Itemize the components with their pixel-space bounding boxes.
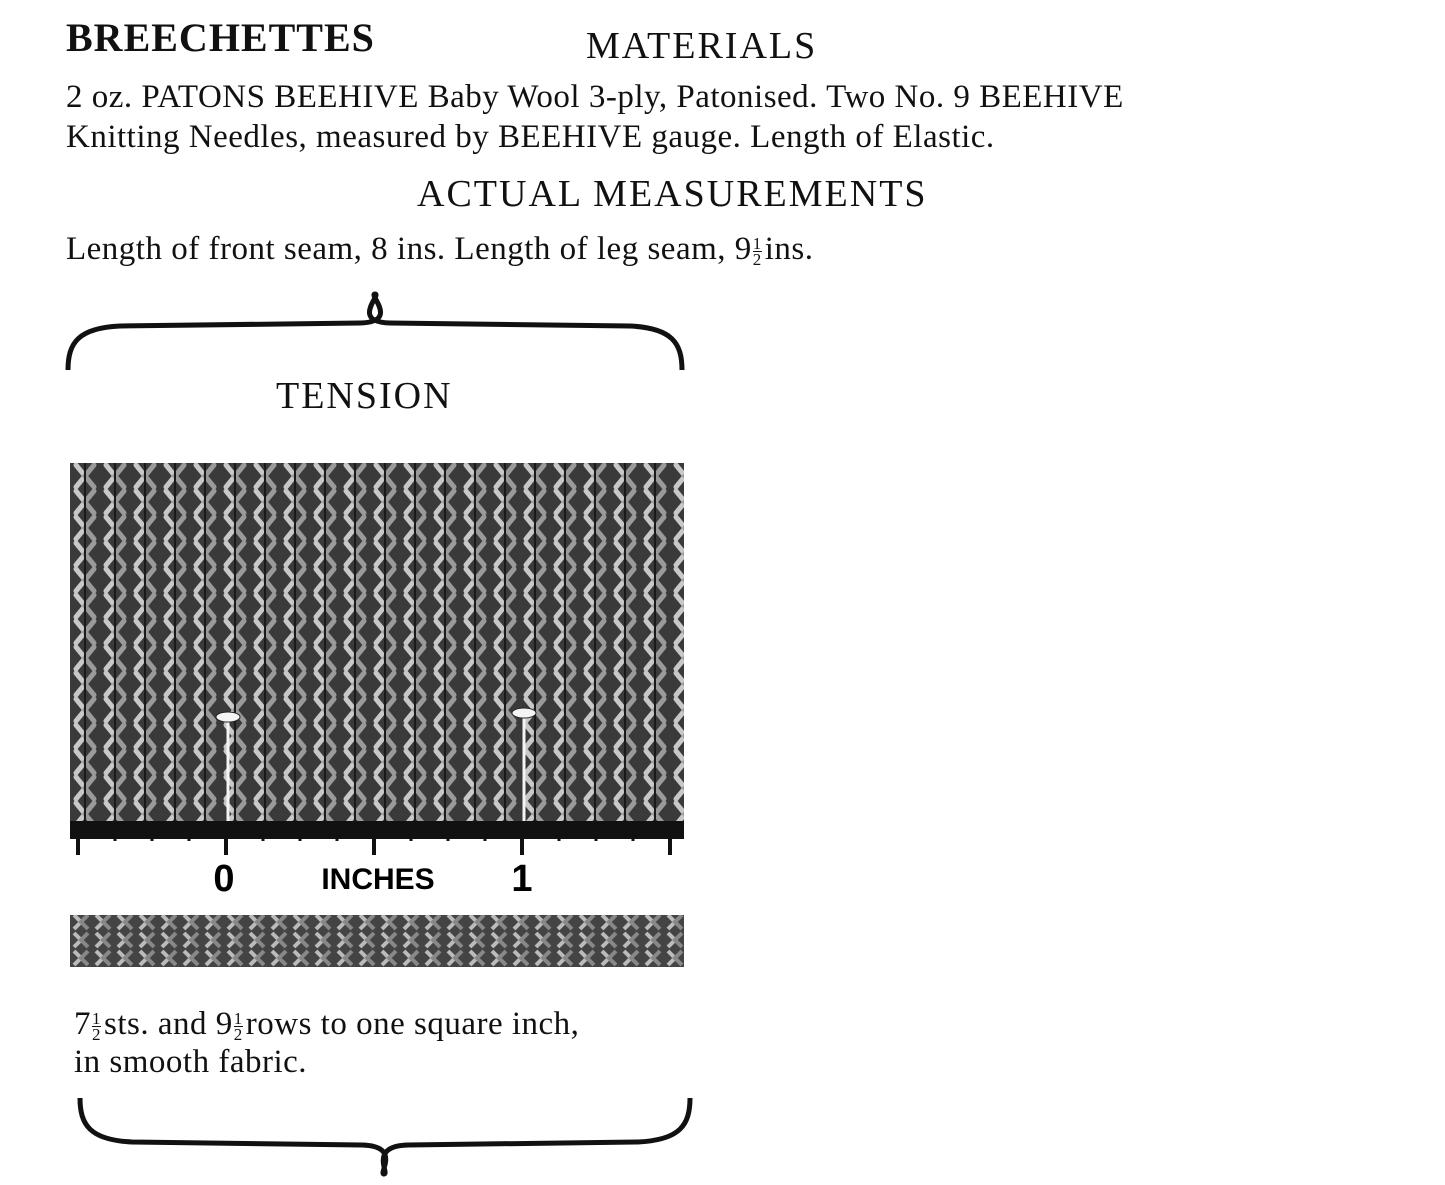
tension-line-1: 7 $\frac{1}{2}$ sts. and 9 $\frac{1}{2}$ rows to one square inch, [74,1006,580,1044]
materials-heading: MATERIALS [586,25,818,67]
fraction-sts: $\frac{1}{2}$ [92,1008,101,1044]
measurements-heading: ACTUAL MEASUREMENTS [417,173,928,215]
ruler-label-one: 1 [511,858,533,900]
tension-swatch [70,463,688,973]
ruler-label-zero: 0 [213,858,235,900]
tension-line-2: in smooth fabric. [74,1044,308,1080]
measurements-text-main: Length of front seam, 8 ins. Length of leg seam, 9 [66,231,752,267]
top-brace [60,288,690,378]
materials-line-2: Knitting Needles, measured by BEEHIVE gauge. Length of Elastic. [66,119,995,155]
tension-heading: TENSION [276,375,453,417]
swatch-fabric [70,463,684,821]
swatch-bottom-strip [70,915,684,967]
measurements-text [66,229,814,269]
ruler-label-inches: INCHES [321,863,435,896]
measurements-text-unit: ins. [764,231,814,267]
pattern-title: BREECHETTES [66,15,375,60]
bottom-brace [72,1092,698,1182]
fraction-rows: $\frac{1}{2}$ [233,1008,243,1044]
half-fraction: $\frac{1}{2}$ [752,233,762,269]
materials-line-1: 2 oz. PATONS BEEHIVE Baby Wool 3-ply, Patonised. Two No. 9 BEEHIVE [66,79,1124,115]
